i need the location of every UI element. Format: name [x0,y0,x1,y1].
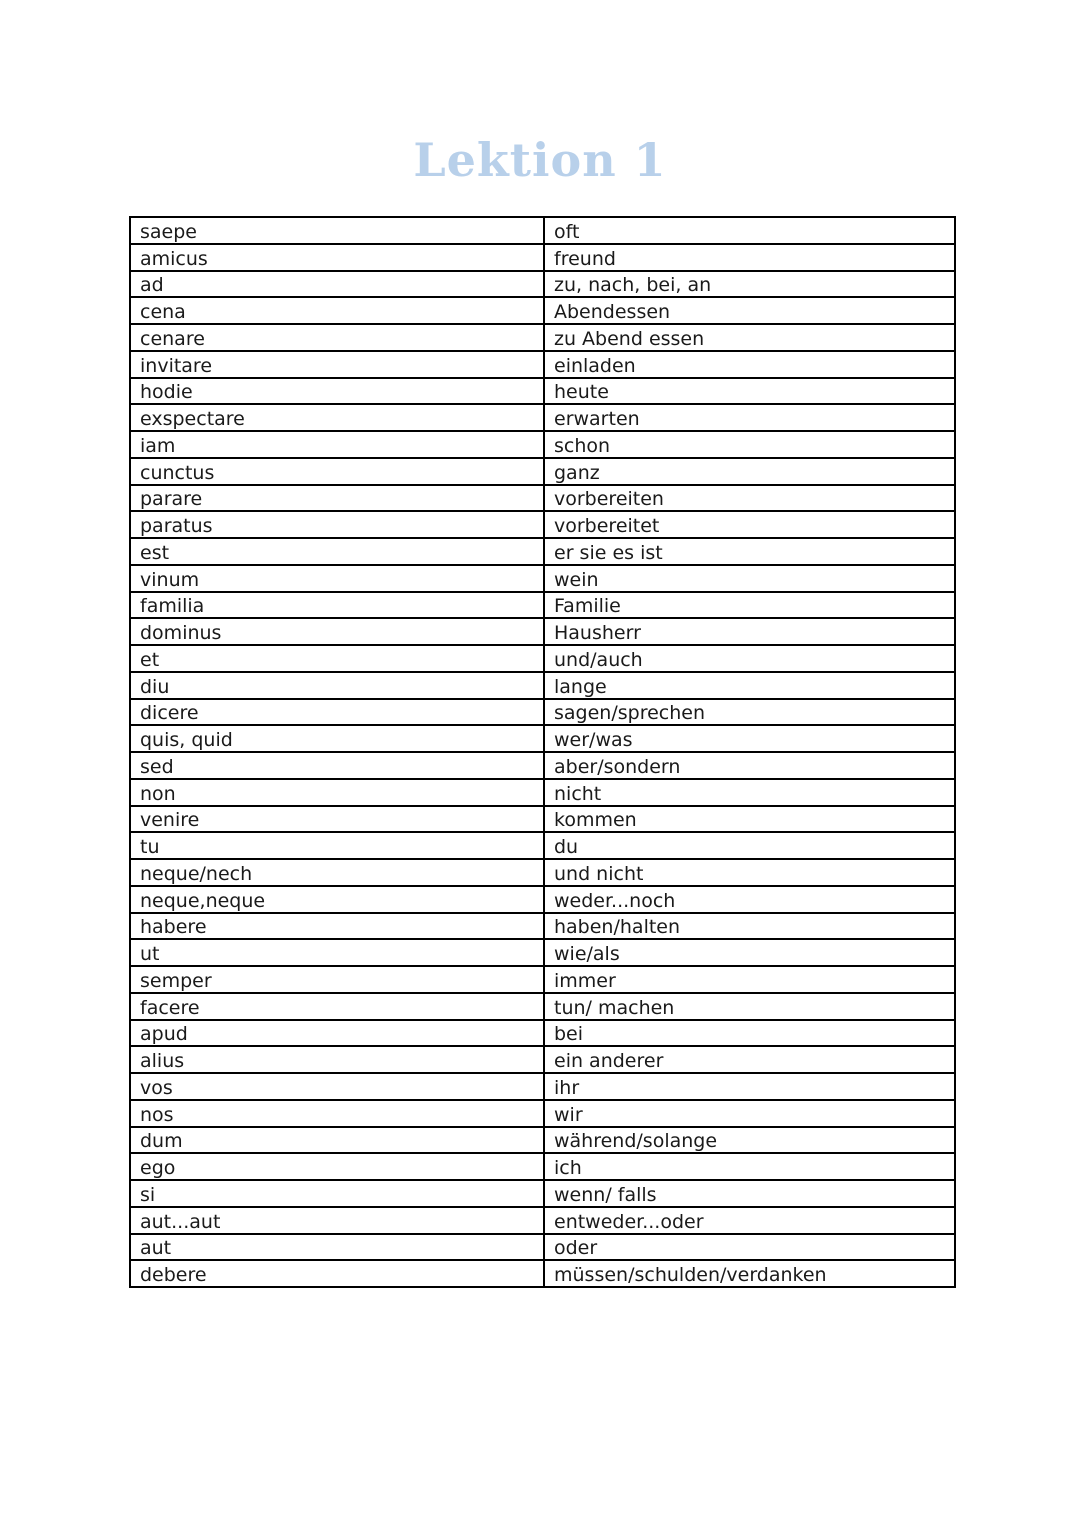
latin-word-cell: invitare [130,351,544,378]
latin-word-cell: non [130,779,544,806]
german-translation-cell: und/auch [544,645,955,672]
vocab-row [130,752,955,779]
german-translation-cell: ganz [544,458,955,485]
german-translation-cell: und nicht [544,859,955,886]
latin-word-cell: est [130,538,544,565]
german-translation-cell: wir [544,1100,955,1127]
german-translation-cell: haben/halten [544,913,955,940]
vocab-row [130,458,955,485]
latin-word-cell: dum [130,1127,544,1154]
german-translation-cell: oft [544,217,955,244]
german-translation-cell: vorbereitet [544,511,955,538]
german-translation-cell: einladen [544,351,955,378]
german-translation-cell: freund [544,244,955,271]
latin-word-cell: ad [130,271,544,298]
german-translation-cell: tun/ machen [544,993,955,1020]
latin-word-cell: vinum [130,565,544,592]
vocab-row [130,592,955,619]
vocab-row [130,1234,955,1261]
latin-word-cell: dominus [130,618,544,645]
vocab-row [130,779,955,806]
latin-word-cell: saepe [130,217,544,244]
latin-word-cell: hodie [130,378,544,405]
latin-word-cell: aut [130,1234,544,1261]
german-translation-cell: müssen/schulden/verdanken [544,1260,955,1287]
latin-word-cell: debere [130,1260,544,1287]
vocab-row [130,297,955,324]
german-translation-cell: erwarten [544,404,955,431]
vocab-row [130,859,955,886]
vocab-row [130,538,955,565]
latin-word-cell: quis, quid [130,725,544,752]
latin-word-cell: ut [130,939,544,966]
vocab-row [130,271,955,298]
german-translation-cell: vorbereiten [544,485,955,512]
latin-word-cell: ego [130,1153,544,1180]
latin-word-cell: aut...aut [130,1207,544,1234]
latin-word-cell: alius [130,1046,544,1073]
latin-word-cell: familia [130,592,544,619]
vocab-row [130,565,955,592]
german-translation-cell: Familie [544,592,955,619]
latin-word-cell: venire [130,806,544,833]
vocabulary-table [129,216,956,1288]
vocab-row [130,618,955,645]
vocab-row [130,511,955,538]
latin-word-cell: si [130,1180,544,1207]
vocab-row [130,1073,955,1100]
vocab-row [130,485,955,512]
latin-word-cell: paratus [130,511,544,538]
latin-word-cell: cenare [130,324,544,351]
latin-word-cell: neque,neque [130,886,544,913]
vocab-row [130,351,955,378]
latin-word-cell: semper [130,966,544,993]
german-translation-cell: wie/als [544,939,955,966]
latin-word-cell: exspectare [130,404,544,431]
german-translation-cell: wer/was [544,725,955,752]
german-translation-cell: weder...noch [544,886,955,913]
vocab-row [130,244,955,271]
latin-word-cell: habere [130,913,544,940]
german-translation-cell: wenn/ falls [544,1180,955,1207]
page-title: Lektion 1 [413,133,667,187]
latin-word-cell: sed [130,752,544,779]
vocab-row [130,217,955,244]
vocab-row [130,1260,955,1287]
german-translation-cell: Abendessen [544,297,955,324]
vocab-row [130,806,955,833]
vocab-row [130,672,955,699]
latin-word-cell: nos [130,1100,544,1127]
latin-word-cell: neque/nech [130,859,544,886]
german-translation-cell: ihr [544,1073,955,1100]
vocab-row [130,1127,955,1154]
latin-word-cell: tu [130,832,544,859]
vocab-row [130,1153,955,1180]
german-translation-cell: er sie es ist [544,538,955,565]
german-translation-cell: immer [544,966,955,993]
german-translation-cell: während/solange [544,1127,955,1154]
vocab-row [130,1100,955,1127]
vocab-row [130,1046,955,1073]
german-translation-cell: lange [544,672,955,699]
vocab-row [130,1180,955,1207]
german-translation-cell: ein anderer [544,1046,955,1073]
latin-word-cell: parare [130,485,544,512]
vocab-row [130,725,955,752]
german-translation-cell: kommen [544,806,955,833]
german-translation-cell: heute [544,378,955,405]
latin-word-cell: facere [130,993,544,1020]
german-translation-cell: sagen/sprechen [544,699,955,726]
vocab-row [130,993,955,1020]
vocab-row [130,966,955,993]
vocab-row [130,324,955,351]
german-translation-cell: nicht [544,779,955,806]
vocab-row [130,378,955,405]
vocab-row [130,1020,955,1047]
latin-word-cell: diu [130,672,544,699]
vocab-row [130,404,955,431]
german-translation-cell: wein [544,565,955,592]
vocab-row [130,431,955,458]
german-translation-cell: entweder...oder [544,1207,955,1234]
latin-word-cell: cena [130,297,544,324]
latin-word-cell: apud [130,1020,544,1047]
vocab-row [130,645,955,672]
vocab-row [130,832,955,859]
latin-word-cell: et [130,645,544,672]
german-translation-cell: zu Abend essen [544,324,955,351]
german-translation-cell: du [544,832,955,859]
latin-word-cell: dicere [130,699,544,726]
german-translation-cell: zu, nach, bei, an [544,271,955,298]
vocab-row [130,886,955,913]
vocab-row [130,699,955,726]
german-translation-cell: oder [544,1234,955,1261]
latin-word-cell: vos [130,1073,544,1100]
vocab-row [130,1207,955,1234]
german-translation-cell: aber/sondern [544,752,955,779]
german-translation-cell: ich [544,1153,955,1180]
vocab-row [130,913,955,940]
german-translation-cell: schon [544,431,955,458]
latin-word-cell: iam [130,431,544,458]
vocab-row [130,939,955,966]
vocabulary-table-body [130,217,955,1287]
latin-word-cell: cunctus [130,458,544,485]
german-translation-cell: Hausherr [544,618,955,645]
german-translation-cell: bei [544,1020,955,1047]
latin-word-cell: amicus [130,244,544,271]
